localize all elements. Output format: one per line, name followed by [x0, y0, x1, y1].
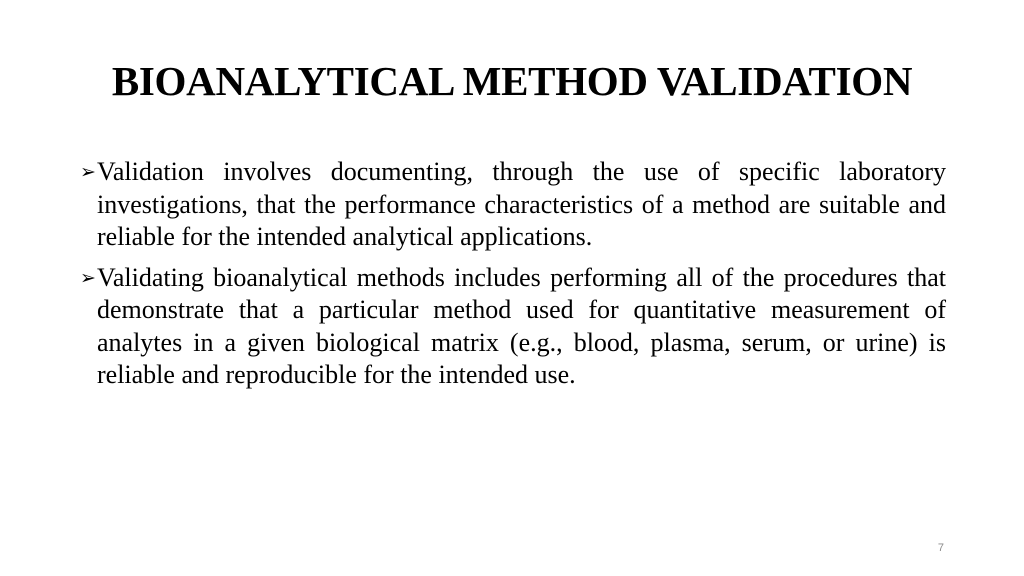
- bullet-list: [80, 156, 946, 400]
- bullet-item-2: [80, 262, 946, 392]
- bullet-item-1: [80, 156, 946, 254]
- arrowhead-bullet-icon: ➢: [80, 161, 96, 183]
- slide-title: BIOANALYTICAL METHOD VALIDATION: [111, 58, 913, 104]
- slide-number: 7: [937, 542, 944, 554]
- bullet-text-1: Validation involves documenting, through the use of specific laboratory investigations, that the performance characteristics of a method are suitable and reliable for the intended analytical applications.: [97, 157, 946, 251]
- bullet-text-2: Validating bioanalytical methods includes performing all of the procedures that demonstrate that a particular method used for quantitative measurement of analytes in a given biological matrix (e.g., blood, plasma, serum, or urine) is reliable and reproducible for the intended use.: [97, 262, 946, 389]
- arrowhead-bullet-icon: ➢: [80, 266, 96, 289]
